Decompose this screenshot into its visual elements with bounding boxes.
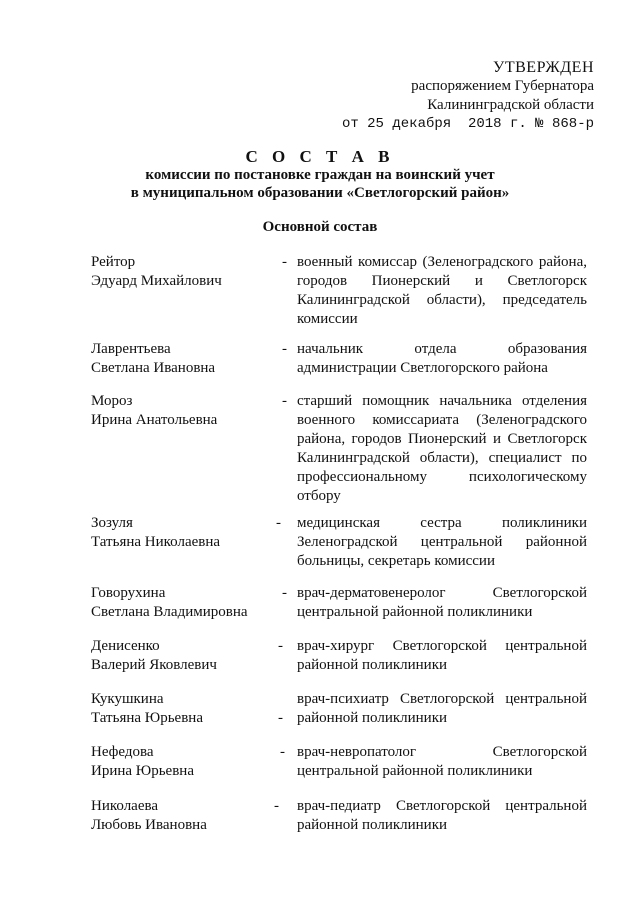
member-name (91, 392, 217, 430)
member-name (91, 253, 222, 291)
member-dash: - (282, 393, 287, 409)
member-name (91, 514, 220, 552)
member-given-names: Татьяна Юрьевна (91, 710, 203, 726)
member-surname: Лаврентьева (91, 341, 171, 357)
member-surname: Мороз (91, 393, 133, 409)
member-given-names: Валерий Яковлевич (91, 657, 217, 673)
document-title: С О С Т А В (245, 147, 395, 166)
member-role: врач-педиатр Светлогорской центральной районной поликлиники (297, 798, 587, 833)
member-name (91, 743, 194, 781)
member-dash: - (278, 638, 283, 654)
member-dash: - (278, 710, 283, 726)
member-role: врач-хирург Светлогорской центральной районной поликлиники (297, 638, 587, 673)
member-dash: - (274, 798, 279, 814)
member-dash: - (282, 585, 287, 601)
member-given-names: Любовь Ивановна (91, 817, 207, 833)
member-role: военный комиссар (Зеленоградского района, городов Пионерский и Светлогорск Калининградской области), председатель комиссии (297, 254, 587, 327)
member-name (91, 797, 207, 835)
member-given-names: Эдуард Михайлович (91, 273, 222, 289)
approval-date: от 25 декабря 2018 г. № 868-р (341, 116, 594, 132)
member-role: врач-дерматовенеролог Светлогорской центральной районной поликлиники (297, 585, 587, 620)
member-role: медицинская сестра поликлиники Зеленоградской центральной районной больницы, секретарь комиссии (297, 515, 587, 569)
member-name (91, 690, 203, 728)
member-surname: Денисенко (91, 638, 160, 654)
member-given-names: Светлана Владимировна (91, 604, 248, 620)
member-role: старший помощник начальника отделения военного комиссариата (Зеленоградского района, городов Пионерский и Светлогорск Калининградской области), специалист по профессиональному психологическому отбору (297, 393, 587, 504)
approval-block (342, 58, 594, 134)
member-given-names: Ирина Анатольевна (91, 412, 218, 428)
member-dash: - (280, 744, 285, 760)
document-subtitle-1: комиссии по постановке граждан на воинский учет (145, 167, 495, 183)
member-surname: Николаева (91, 798, 159, 814)
approval-title: УТВЕРЖДЕН (493, 59, 594, 76)
member-name (91, 340, 215, 378)
member-name (91, 637, 217, 675)
member-role: врач-психиатр Светлогорской центральной районной поликлиники (297, 691, 587, 726)
member-dash: - (282, 254, 287, 270)
member-surname: Кукушкина (91, 691, 164, 707)
approval-line-2: Калининградской области (427, 97, 594, 113)
document-subtitle-2: в муниципальном образовании «Светлогорский район» (130, 185, 510, 201)
member-surname: Рейтор (91, 254, 136, 270)
member-surname: Зозуля (91, 515, 133, 531)
section-heading: Основной состав (262, 219, 378, 235)
member-given-names: Светлана Ивановна (91, 360, 216, 376)
member-given-names: Татьяна Николаевна (91, 534, 221, 550)
member-role: врач-невропатолог Светлогорской центральной районной поликлиники (297, 744, 587, 779)
member-dash: - (276, 515, 281, 531)
member-surname: Нефедова (91, 744, 154, 760)
member-given-names: Ирина Юрьевна (91, 763, 194, 779)
approval-line-1: распоряжением Губернатора (411, 78, 594, 94)
member-role: начальник отдела образования администрации Светлогорского района (297, 341, 587, 376)
member-dash: - (282, 341, 287, 357)
member-name (91, 584, 248, 622)
member-surname: Говорухина (91, 585, 166, 601)
